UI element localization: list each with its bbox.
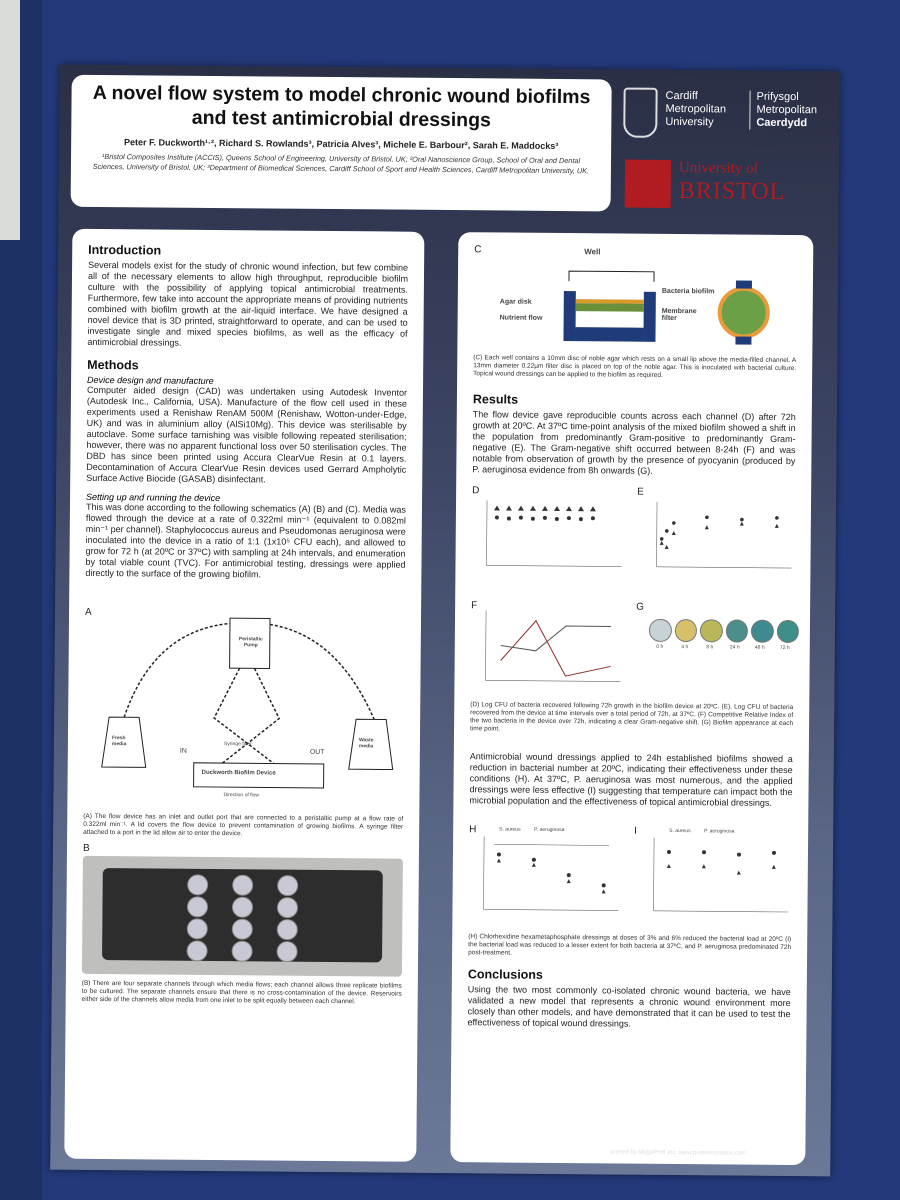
conclusions-heading: Conclusions bbox=[467, 967, 543, 982]
poster-affiliations: ¹Bristol Composites Institute (ACCIS), Queens School of Engineering, University of Bristol, UK; ²Oral Nanoscience Group, School of Oral and Dental Sciences, University of Bristol, UK; ³Department of Biomedical Sciences, Cardiff School of Sport and Health Sciences, Cardiff Metropolitan University, UK. bbox=[92, 151, 590, 175]
caption-d-g: (D) Log CFU of bacteria recovered following 72h growth in the biofilm device at 20ºC. (E). Log CFU of bacteria recovered from the device at time intervals over a total period of 72h, at 37ºC. (F) Competitive Relative Index of the two bacteria in the device over 72h, indicating a clear Gram-negative shift. (G) Biofilm appearance at each time point. bbox=[470, 701, 794, 733]
title-box bbox=[71, 75, 612, 212]
figure-b-photo bbox=[82, 856, 403, 977]
printer-footer: printed by MegaPrint Inc. www.posterssession.com bbox=[610, 1149, 747, 1157]
g-time-0: 0 h bbox=[656, 643, 664, 650]
methods-sub2: Setting up and running the device bbox=[86, 491, 221, 504]
methods-text2: This was done according to the following schematics (A) (B) and (C). Media was flowed through the device at a rate of 0.322ml min⁻¹ (equivalent to 0.082ml min⁻¹ per channel). Staphylococcus aureus and Pseudomonas aeruginosa were inoculated into the device in a ratio of 1:1 (1x10⁵ CFU each), and allowed to grow for 72 h (at 20ºC or 37ºC) with sampling at 24h intervals, and enumeration by total viable count (TVC). For antimicrobial testing, dressings were applied directly to the surface of the growing biofilm. bbox=[85, 501, 407, 580]
panel-f-letter: F bbox=[471, 600, 478, 612]
panels-d-g-charts bbox=[470, 485, 792, 698]
methods-text1: Computer aided design (CAD) was undertaken using Autodesk Inventor (Autodesk Inc., California, USA). Manufacture of the flow cell used in these experiments used a Renishaw RenAM 500M (Renishaw, Wotton-under-Edge, UK) and was in aluminium alloy (AlSi10Mg). This device was sterilisable by autoclave. Some surface tarnishing was visible following repeated sterilisation; however, there was no apparent functional loss over 50 sterilisation cycles. The DBD has since been printed using Accura ClearVue Resin at 0.1 layers. Decontamination of Accura ClearVue Resin devices used Gerrard Ampholytic Surface Active Biocide (GASAB) disinfectant. bbox=[86, 384, 408, 485]
fig-a-fresh: Fresh media bbox=[111, 735, 127, 748]
fig-c-nutrient: Nutrient flow bbox=[499, 314, 543, 322]
cardiff-en-2: Metropolitan bbox=[665, 102, 727, 116]
fig-a-out: OUT bbox=[309, 748, 325, 756]
panel-g-letter: G bbox=[636, 601, 644, 613]
figure-b-caption: (B) There are four separate channels through which media flows; each channel allows three replicate biofilms to be cultured. The separate channels ensure that there is no cross-contamination of the device. Reservoirs either side of the channels allow media from one inlet to be split equally between each channel. bbox=[81, 979, 402, 1006]
results-text1: The flow device gave reproducible counts across each channel (D) after 72h growth at 20ºC. At 37ºC time-point analysis of the mixed biofilm showed a shift in the population from predominantly Gram-positive to predominantly Gram-negative (E). The Gram-negative shift occurred between 8-24h (F) and was notable from observation of growth by the presence of pyocyanin (produced by P. aeruginosa evidence from 8h onwards (G). bbox=[472, 409, 796, 476]
legend-pa-h: P. aeruginosa bbox=[534, 826, 565, 834]
figure-c-letter: C bbox=[474, 244, 482, 256]
legend-sa-h: S. aureus bbox=[499, 826, 521, 833]
g-dish-1 bbox=[674, 619, 697, 642]
legend-pa-i: P. aeruginosa bbox=[704, 828, 735, 835]
figure-b-letter: B bbox=[82, 842, 90, 854]
g-dish-0 bbox=[649, 619, 672, 642]
poster-authors: Peter F. Duckworth¹·², Richard S. Rowlands³, Patricia Alves³, Michele E. Barbour², Sarah E. Maddocks³ bbox=[123, 137, 559, 151]
figure-a bbox=[83, 607, 405, 810]
cardiff-cy-2: Metropolitan bbox=[756, 103, 818, 117]
panels-h-i bbox=[468, 824, 792, 932]
g-time-1: 4 h bbox=[681, 644, 689, 651]
panels-d-g bbox=[470, 485, 795, 698]
intro-text: Several models exist for the study of chronic wound infection, but few combine all of the necessary elements to allow high throughput, reproducible biofilm culture with the possibility of applying topical antimicrobial treatments. Furthermore, few take into account the appropriate means of providing nutrients combined with biofilm growth at the air-liquid interface. We have designed a novel device that is 3D printed, straightforward to operate, and can be used to investigate single and mixed species biofilms, as well as the efficacy of antimicrobial dressings. bbox=[87, 259, 409, 348]
fig-c-well: Well bbox=[584, 247, 601, 257]
panel-g-photos bbox=[649, 619, 799, 651]
figure-c-caption: (C) Each well contains a 10mm disc of noble agar which rests on a small lip above the media-filled channel. A 13mm diameter 0.22µm filter disc is placed on top of the noble agar. This is inoculated with bacterial culture. Topical wound dressings can be applied to the biofilm as required. bbox=[473, 354, 797, 379]
intro-heading: Introduction bbox=[88, 242, 162, 258]
fig-a-filter: Syringe filter bbox=[223, 741, 252, 748]
caption-h-i: (H) Chlorhexidine hexametaphosphate dressings at doses of 3% and 6% reduced the bacterial load at 20ºC (I) the bacterial load was reduced to a lesser extent for both bacteria at 37ºC, and P. aeruginosa predominated 72h post-treatment. bbox=[468, 933, 792, 957]
g-dish-4 bbox=[751, 620, 774, 643]
fig-a-pump: Peristaltic Pump bbox=[238, 636, 263, 649]
right-column bbox=[450, 232, 813, 1165]
g-time-2: 8 h bbox=[706, 644, 714, 651]
fig-c-agar: Agar disk bbox=[499, 298, 532, 306]
bristol-logo bbox=[619, 158, 829, 215]
cardiff-en-1: Cardiff bbox=[665, 89, 698, 103]
cardiff-met-logo bbox=[619, 84, 830, 146]
bristol-crest-icon bbox=[625, 160, 671, 208]
poster-title: A novel flow system to model chronic wound biofilms and test antimicrobial dressings bbox=[92, 81, 591, 132]
logos bbox=[619, 78, 830, 220]
figure-a-letter: A bbox=[85, 606, 92, 618]
cardiff-en-3: University bbox=[665, 115, 714, 129]
figure-a-caption: (A) The flow device has an inlet and outlet port that are connected to a peristaltic pump at a flow rate of 0.322ml min⁻¹. A lid covers the flow device to prevent contamination of growing biofilms. A syringe filter attached to a port in the lid allow air to enter the device. bbox=[83, 812, 404, 838]
legend-sa-i: S. aureus bbox=[669, 827, 691, 835]
left-column bbox=[64, 229, 424, 1162]
bristol-line-1: University of bbox=[678, 160, 759, 177]
g-dish-3 bbox=[725, 619, 748, 642]
cardiff-cy-1: Prifysgol bbox=[756, 90, 799, 104]
fig-c-biofilm: Bacteria biofilm bbox=[661, 287, 715, 296]
cardiff-cy-3: Caerdydd bbox=[756, 116, 808, 130]
figure-c bbox=[473, 240, 797, 353]
panel-i-letter: I bbox=[634, 825, 637, 837]
g-time-4: 48 h bbox=[754, 644, 765, 651]
fig-c-membrane: Membrane filter bbox=[661, 307, 697, 323]
crest-icon bbox=[623, 88, 657, 138]
fig-a-direction: Direction of flow bbox=[223, 792, 260, 799]
fig-a-waste: Waste media bbox=[358, 737, 374, 750]
methods-heading: Methods bbox=[87, 357, 139, 373]
methods-sub1: Device design and manufacture bbox=[87, 374, 214, 386]
figure-c-drawing bbox=[473, 240, 794, 353]
panel-d-letter: D bbox=[472, 485, 480, 497]
fig-a-device: Duckworth Biofilm Device bbox=[201, 769, 276, 777]
wall-shade bbox=[0, 0, 20, 240]
fig-a-in: IN bbox=[179, 747, 187, 755]
wells-drawing bbox=[82, 856, 403, 977]
bristol-line-2: BRISTOL bbox=[678, 178, 786, 205]
results-heading: Results bbox=[472, 392, 519, 407]
results-text2: Antimicrobial wound dressings applied to 24h established biofilms showed a reduction in bacterial number at 20ºC, indicating their effectiveness under these conditions (H). At 37ºC, P. aeruginosa was most numerous, and the applied dressings were less effective (I) suggesting that temperature can impact both the microbial population and the effectiveness of topical antimicrobial dressings. bbox=[469, 751, 793, 808]
panels-h-i-charts bbox=[468, 824, 789, 932]
g-dish-5 bbox=[776, 620, 799, 643]
g-dish-2 bbox=[700, 619, 723, 642]
g-time-5: 72 h bbox=[779, 644, 790, 652]
panel-e-letter: E bbox=[637, 486, 644, 498]
g-time-3: 24 h bbox=[729, 644, 740, 651]
poster bbox=[50, 65, 840, 1177]
conclusions-text: Using the two most commonly co-isolated chronic wound bacteria, we have validated a new model that represents a chronic wound environment more closely than other models, and have demonstrated that it can be used to test the effectiveness of topical wound dressings. bbox=[467, 984, 791, 1029]
panel-h-letter: H bbox=[469, 824, 477, 836]
